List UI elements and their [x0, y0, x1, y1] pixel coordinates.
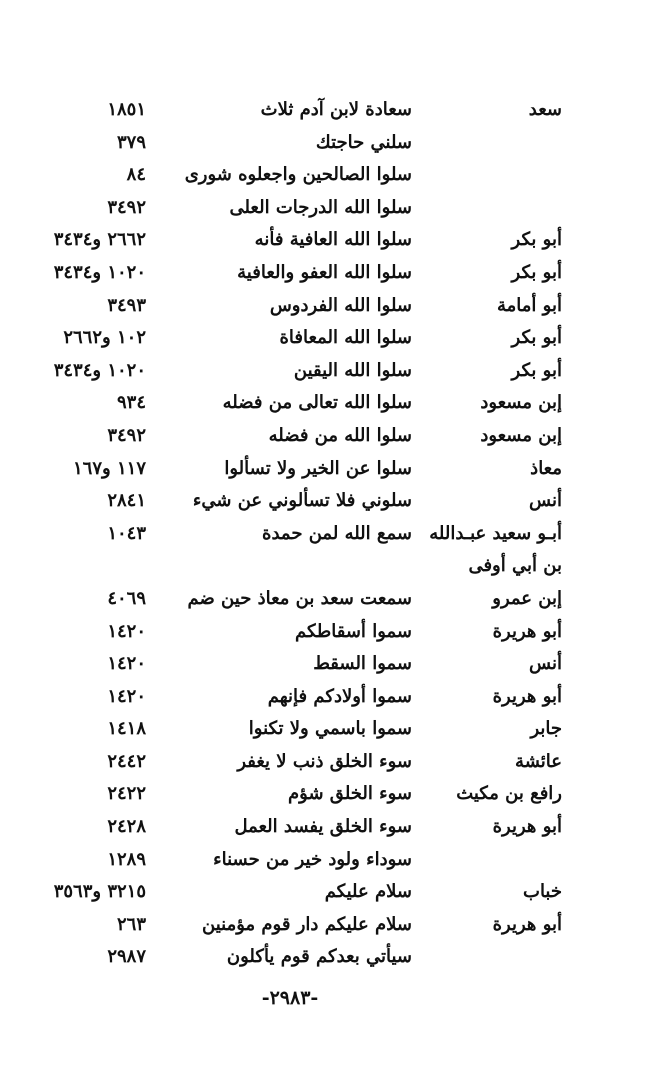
hadith-text: سلوا الله المعافاة: [279, 327, 412, 349]
hadith-reference-number: ٣٢١٥ و٣٥٦٣: [53, 881, 146, 903]
hadith-text: سعادة لابن آدم ثلاث: [260, 99, 412, 120]
index-row: [0, 94, 670, 127]
index-row: [0, 322, 670, 355]
hadith-reference-number: ٤٠٦٩: [107, 587, 146, 609]
index-row: [0, 778, 670, 811]
index-row: [0, 224, 670, 257]
narrator-name: أبو هريرة: [492, 816, 562, 838]
narrator-name: أبو بكر: [511, 359, 562, 381]
index-row: [0, 713, 670, 746]
hadith-text: سموا باسمي ولا تكنوا: [248, 718, 412, 740]
narrator-name: أبو هريرة: [492, 620, 562, 642]
index-row: [0, 159, 670, 192]
hadith-text: سيأتي بعدكم قوم يأكلون: [226, 946, 412, 968]
hadith-reference-number: ١٨٥١: [107, 99, 146, 120]
hadith-reference-number: ١٠٢٠ و٣٤٣٤: [53, 261, 146, 283]
index-row: [0, 290, 670, 323]
narrator-name: إبن مسعود: [480, 424, 562, 446]
hadith-text: سوداء ولود خير من حسناء: [213, 848, 412, 870]
narrator-name: بن أبي أوفى: [468, 555, 562, 577]
hadith-text: سلوا الله العفو والعافية: [237, 261, 412, 283]
hadith-reference-number: ٢٤٢٢: [107, 783, 146, 805]
hadith-reference-number: ٨٤: [126, 164, 146, 186]
hadith-reference-number: ١٤٢٠: [107, 653, 146, 675]
hadith-reference-number: ١٤١٨: [107, 718, 146, 740]
hadith-reference-number: ٢٤٢٨: [107, 816, 146, 838]
hadith-text: سلوا الله تعالى من فضله: [222, 392, 412, 414]
narrator-name: أبو هريرة: [492, 685, 562, 707]
narrator-name: سعد: [528, 99, 562, 120]
hadith-reference-number: ٣٤٩٢: [107, 424, 146, 446]
index-row: [0, 648, 670, 681]
hadith-text: سموا أسقاطكم: [295, 620, 412, 642]
index-row: [0, 127, 670, 160]
narrator-name: جابر: [530, 718, 562, 740]
index-row: [0, 192, 670, 225]
hadith-text: سلوا الله العافية فأنه: [254, 229, 412, 251]
index-row: [0, 583, 670, 616]
hadith-text: سلني حاجتك: [315, 131, 412, 153]
hadith-reference-number: ٢٤٤٢: [107, 750, 146, 772]
hadith-text: سموا أولادكم فإنهم: [267, 685, 412, 707]
index-row: [0, 420, 670, 453]
index-row: [0, 518, 670, 551]
page-number: -٢٩٨٣-: [261, 987, 319, 1009]
narrator-name: عائشة: [515, 750, 562, 772]
index-row: [0, 876, 670, 909]
index-row: [0, 746, 670, 779]
index-row: [0, 616, 670, 649]
hadith-text: سلوا الله الدرجات العلى: [229, 196, 412, 218]
hadith-reference-number: ٢٨٤١: [107, 490, 146, 512]
hadith-reference-number: ١٠٤٣: [107, 522, 146, 544]
hadith-reference-number: ٣٧٩: [116, 131, 146, 153]
hadith-reference-number: ٣٤٩٢: [107, 196, 146, 218]
hadith-text: سلام عليكم دار قوم مؤمنين: [202, 913, 412, 935]
narrator-name: معاذ: [530, 457, 562, 479]
hadith-reference-number: ٣٤٩٣: [107, 294, 146, 316]
index-row: [0, 550, 670, 583]
hadith-text: سمعت سعد بن معاذ حين ضم: [187, 587, 412, 609]
hadith-text: سوء الخلق شؤم: [288, 783, 412, 805]
index-row: [0, 485, 670, 518]
index-row: [0, 681, 670, 714]
hadith-text: سوء الخلق ذنب لا يغفر: [237, 750, 412, 772]
hadith-reference-number: ١٠٢ و٢٦٦٢: [63, 327, 146, 349]
hadith-text: سمع الله لمن حمدة: [262, 522, 412, 544]
narrator-name: إبن مسعود: [480, 392, 562, 414]
hadith-text: سلام عليكم: [324, 881, 412, 903]
narrator-name: أبو هريرة: [492, 913, 562, 935]
narrator-name: أنس: [529, 490, 562, 512]
index-row: [0, 941, 670, 974]
hadith-text: سلوا الله من فضله: [268, 424, 412, 446]
hadith-reference-number: ٢٦٣: [116, 913, 146, 935]
narrator-name: أنس: [529, 653, 562, 675]
narrator-name: خباب: [523, 881, 562, 903]
hadith-text: سلوا الصالحين واجعلوه شورى: [184, 164, 412, 186]
hadith-index-list: [0, 94, 670, 974]
hadith-text: سلوا عن الخير ولا تسألوا: [224, 457, 412, 479]
index-row: [0, 909, 670, 942]
hadith-reference-number: ٢٦٦٢ و٣٤٣٤: [53, 229, 146, 251]
index-row: [0, 257, 670, 290]
hadith-reference-number: ١٢٨٩: [107, 848, 146, 870]
hadith-reference-number: ١٤٢٠: [107, 685, 146, 707]
hadith-reference-number: ٩٣٤: [116, 392, 146, 414]
index-row: [0, 811, 670, 844]
narrator-name: أبو بكر: [511, 261, 562, 283]
index-row: [0, 844, 670, 877]
index-row: [0, 387, 670, 420]
hadith-reference-number: ١١٧ و١٦٧: [73, 457, 146, 479]
index-row: [0, 453, 670, 486]
hadith-text: سلوا الله اليقين: [293, 359, 412, 381]
narrator-name: أبو بكر: [511, 229, 562, 251]
narrator-name: إبن عمرو: [492, 587, 562, 609]
hadith-text: سلوني فلا تسألوني عن شيء: [192, 490, 412, 512]
narrator-name: أبو أمامة: [497, 294, 562, 316]
hadith-reference-number: ١٠٢٠ و٣٤٣٤: [53, 359, 146, 381]
hadith-text: سوء الخلق يفسد العمل: [234, 816, 412, 838]
hadith-text: سلوا الله الفردوس: [269, 294, 412, 316]
narrator-name: أبـو سعيد عبـدالله: [429, 522, 562, 544]
narrator-name: رافع بن مكيث: [456, 783, 562, 805]
narrator-name: أبو بكر: [511, 327, 562, 349]
hadith-reference-number: ٢٩٨٧: [107, 946, 146, 968]
hadith-text: سموا السقط: [313, 653, 412, 675]
index-row: [0, 355, 670, 388]
hadith-reference-number: ١٤٢٠: [107, 620, 146, 642]
